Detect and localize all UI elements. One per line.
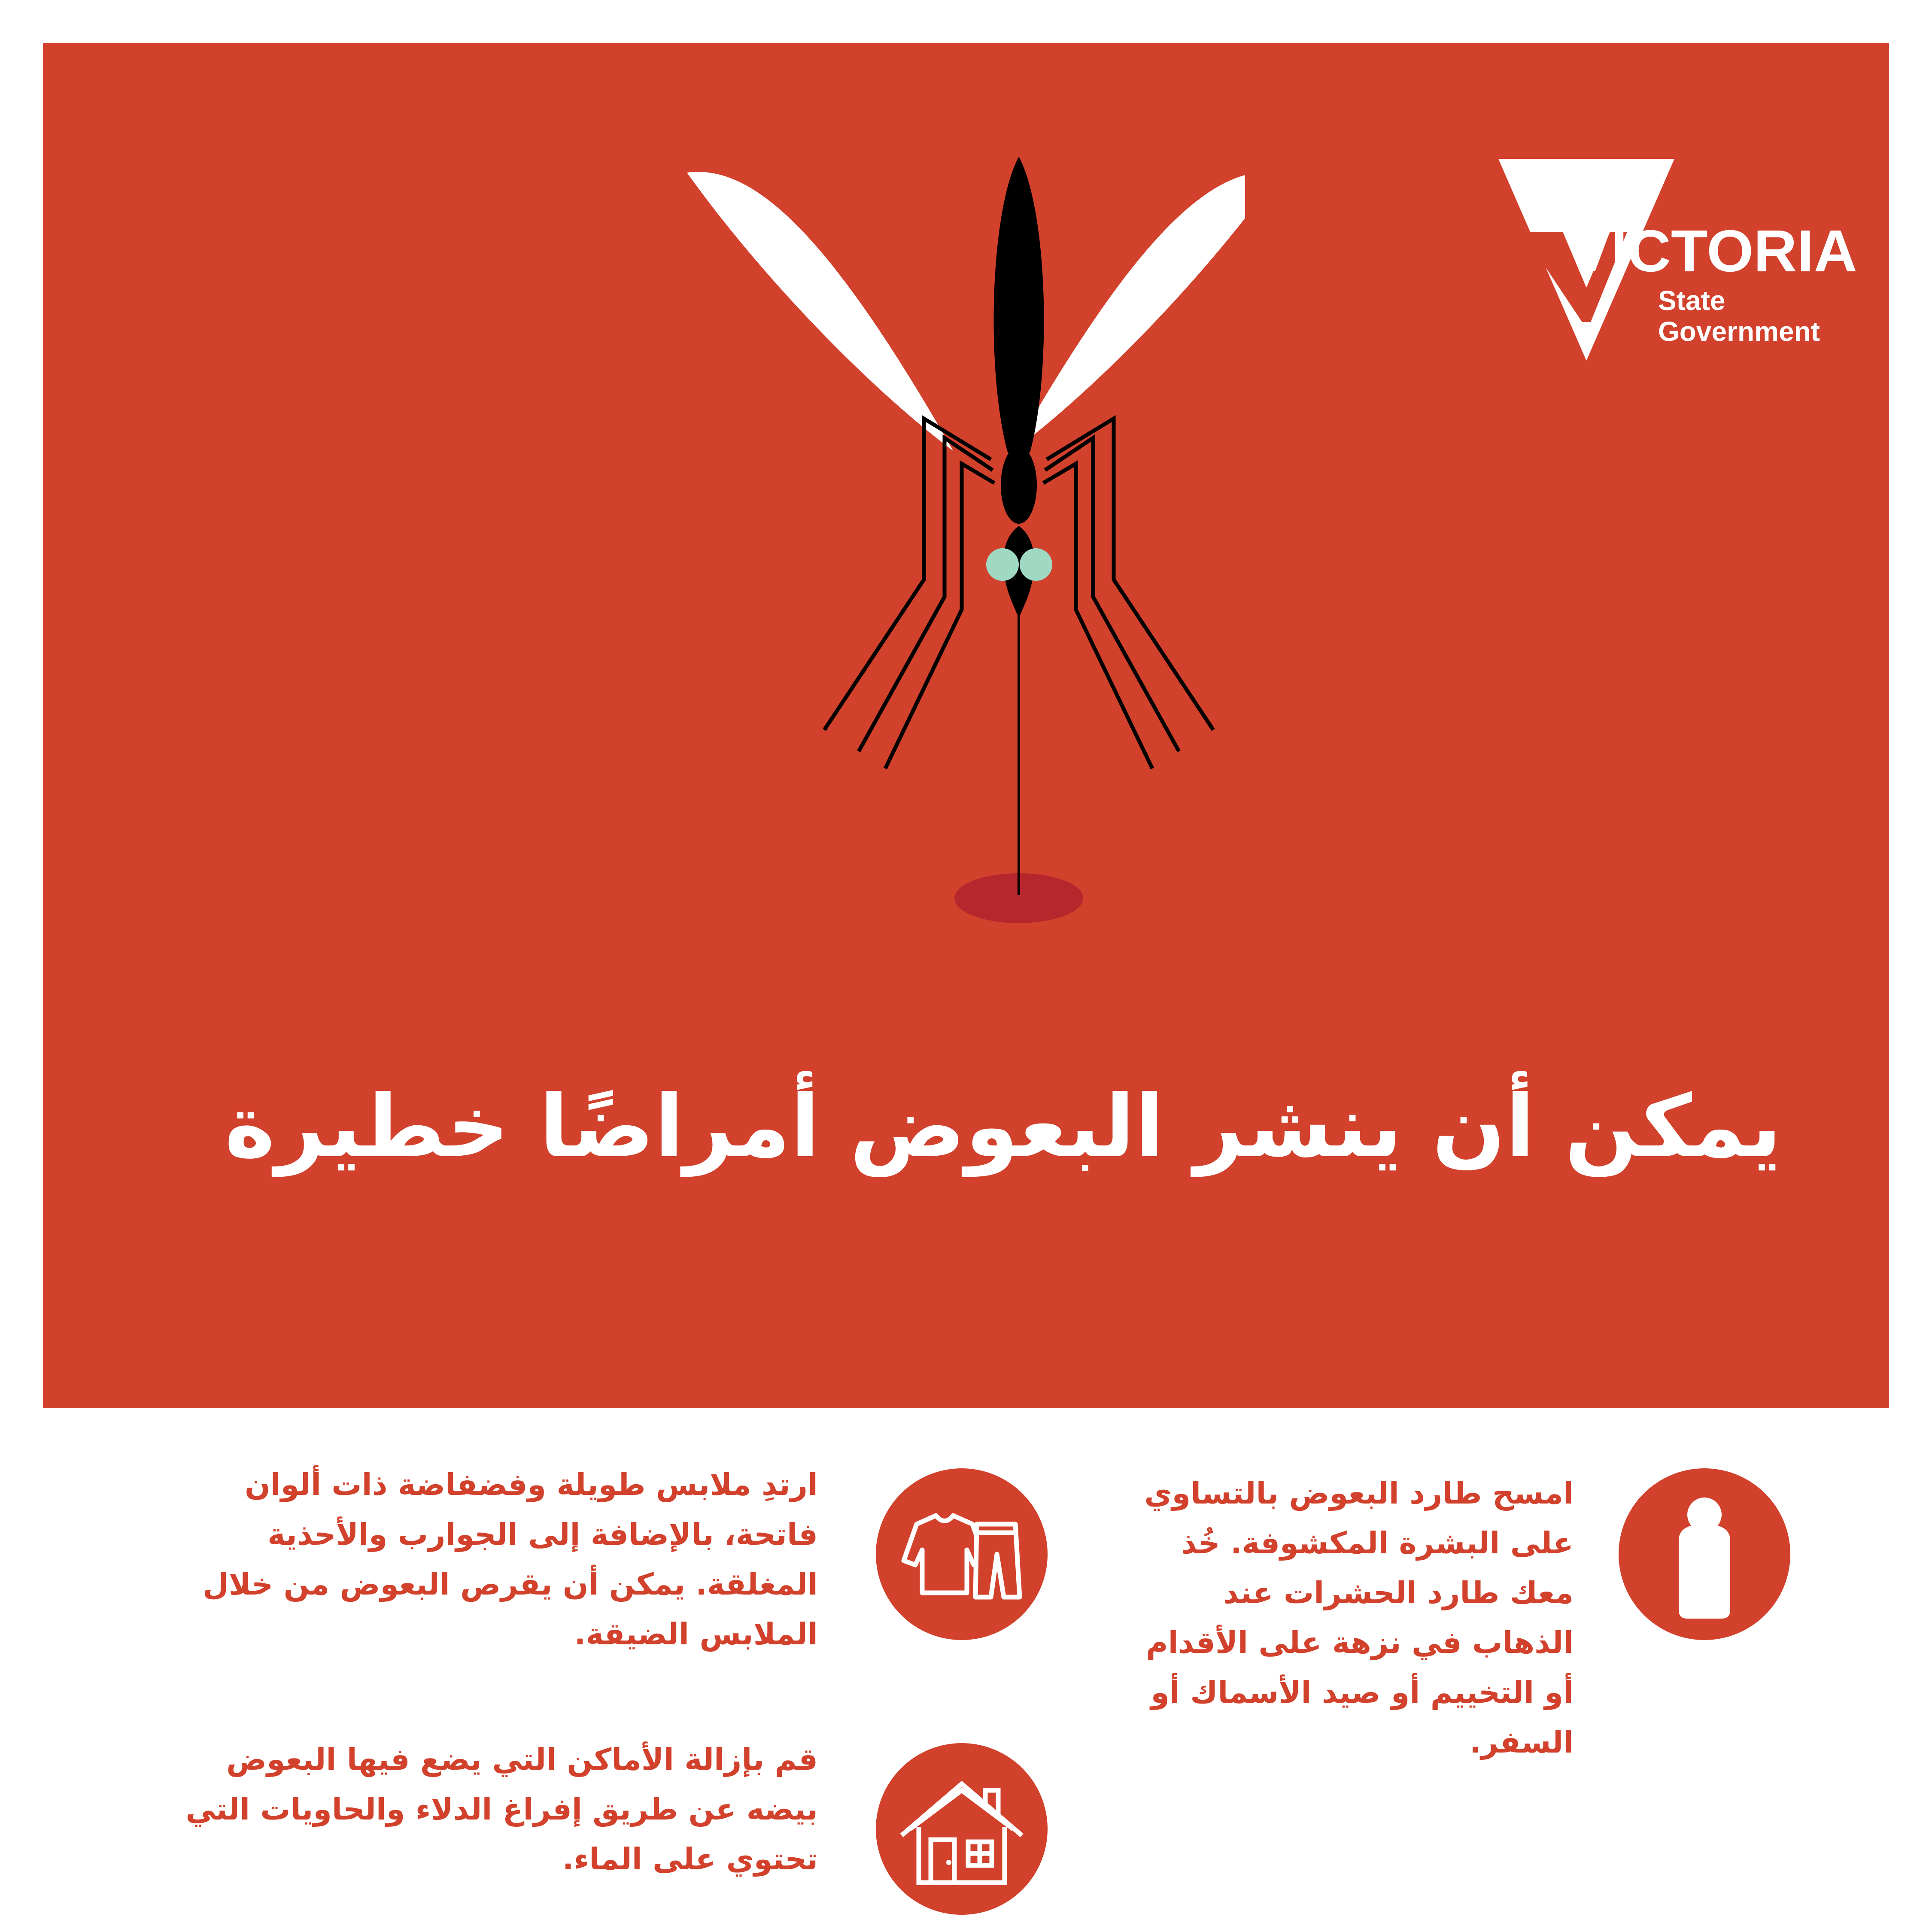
tip-breeding-sites-text: قم بإزالة الأماكن التي يضع فيها البعوض بيضه عن طريق إفراغ الدلاء والحاويات التي تحتوي على الماء.: [185, 1742, 818, 1877]
logo-wordmark: VICTORIA: [1571, 218, 1857, 284]
house-icon-circle: [876, 1743, 1048, 1915]
abdomen: [994, 157, 1044, 459]
clothing-icon-circle: [876, 1468, 1048, 1640]
house-icon: [876, 1743, 1048, 1915]
tip-clothing-text: ارتدِ ملابس طويلة وفضفاضة ذات ألوان فاتحة، بالإضافة إلى الجوارب والأحذية المغلقة. يمكن أن يقرص البعوض من خلال الملابس الضيقة.: [202, 1467, 818, 1652]
logo-government: Government: [1658, 316, 1820, 347]
logo-state: State: [1658, 285, 1725, 316]
hero-panel: [43, 43, 1889, 1408]
headline: يمكن أن ينشر البعوض أمراضًا خطيرة: [225, 1077, 1782, 1177]
mosquito-illustration: [687, 146, 1245, 936]
clothing-icon: [876, 1468, 1048, 1640]
left-wing: [687, 172, 953, 451]
thorax: [1001, 447, 1037, 524]
roll-on-repellent-icon: [1619, 1468, 1790, 1640]
left-eye: [986, 548, 1019, 581]
tip-repellent-text: امسح طارد البعوض بالتساوي على البشرة المكشوفة. خُذ معك طارد الحشرات عند الذهاب في نزهة على الأقدام أو التخييم أو صيد الأسماك أو السفر.: [1144, 1476, 1574, 1760]
victoria-state-government-logo: [1498, 159, 1868, 365]
repellent-icon-circle: [1619, 1468, 1790, 1640]
right-wing: [1013, 172, 1245, 451]
right-eye: [1020, 548, 1052, 581]
